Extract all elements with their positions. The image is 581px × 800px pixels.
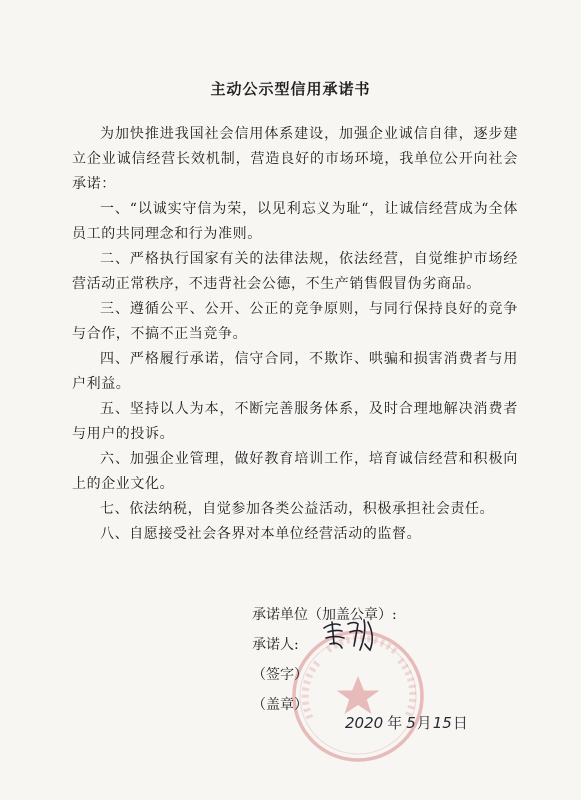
date-month: 5 [406, 714, 416, 732]
paragraph-item-3: 三、遵循公平、公开、公正的竞争原则，与同行保持良好的竞争与合作，不搞不正当竞争。 [72, 301, 518, 342]
commitment-unit-label: 承诺单位（加盖公章）: [252, 607, 397, 623]
paragraph-item-2: 二、严格执行国家有关的法律法规，依法经营，自觉维护市场经营活动正常秩序，不违背社会公德，不生产销售假冒伪劣商品。 [72, 251, 518, 292]
paragraph-item-4: 四、严格履行承诺，信守合同，不欺诈、哄骗和损害消费者与用户利益。 [72, 351, 518, 392]
date-day: 15 [432, 714, 452, 732]
date-month-char: 月 [416, 714, 432, 732]
sign-note: （签字） [252, 667, 308, 683]
seal-note: （盖章） [252, 697, 308, 713]
paragraph-item-5: 五、坚持以人为本，不断完善服务体系，及时合理地解决消费者与用户的投诉。 [72, 401, 518, 442]
paragraph-item-7: 七、依法纳税，自觉参加各类公益活动，积极承担社会责任。 [100, 501, 495, 517]
paragraph-item-6: 六、加强企业管理，做好教育培训工作，培育诚信经营和积极向上的企业文化。 [72, 451, 518, 492]
paragraph-intro: 为加快推进我国社会信用体系建设，加强企业诚信自律，逐步建立企业诚信经营长效机制，营造良好的市场环境，我单位公开向社会承诺： [72, 126, 518, 192]
paragraph-item-8: 八、自愿接受社会各界对本单位经营活动的监督。 [100, 526, 422, 542]
handwritten-signature [318, 614, 380, 654]
commitment-person-label: 承诺人: [252, 637, 299, 653]
document-body [72, 122, 518, 547]
paragraph-item-1: 一、“以诚实守信为荣，以见利忘义为耻“，让诚信经营成为全体员工的共同理念和行为准则。 [72, 201, 518, 242]
date-day-char: 日 [452, 714, 468, 732]
document-title: 主动公示型信用承诺书 [210, 80, 371, 98]
date-year: 2020 [345, 714, 384, 732]
handwritten-date [345, 712, 468, 733]
date-year-char: 年 [387, 714, 403, 732]
